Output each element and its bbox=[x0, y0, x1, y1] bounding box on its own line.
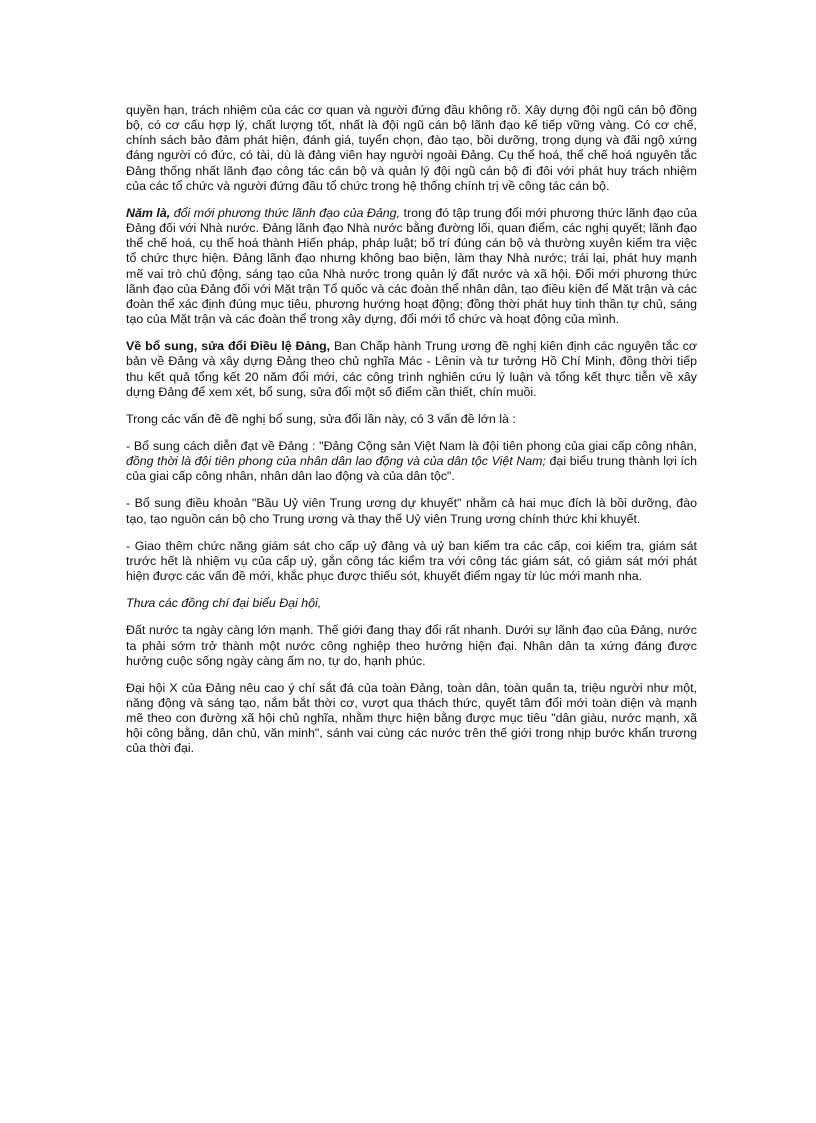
paragraph-three-issues-intro bbox=[126, 412, 697, 427]
paragraph-fifth-point bbox=[126, 206, 697, 327]
paragraph-text: Thưa các đồng chí đại biểu Đại hội, bbox=[126, 596, 322, 611]
fifth-point-heading: Năm là, bbox=[126, 205, 171, 220]
issue-one-end: đại biểu trung thành lợi ích của giai cấp công nhân, nhân dân lao động và của dân tộc". bbox=[126, 454, 697, 484]
paragraph-text: Đại hội X của Đảng nêu cao ý chí sắt đá của toàn Đảng, toàn dân, toàn quân ta, triệu người như một, năng động và sáng tạo, nắm bắt thời cơ, vượt qua thách thức, quyết tâm đổi mới toàn diện và mạnh mẽ theo con đường xã hội chủ nghĩa, nhằm thực hiện bằng được mục tiêu "dân giàu, nước mạnh, xã hội công bằng, dân chủ, văn minh", sánh vai cùng các nước trên thế giới trong nhịp bước khẩn trương của thời đại. bbox=[126, 680, 697, 756]
paragraph-charter-amendment bbox=[126, 339, 697, 400]
fifth-point-body: trong đó tập trung đổi mới phương thức lãnh đạo của Đảng đối với Nhà nước. Đảng lãnh đạo Nhà nước bằng đường lối, quan điểm, các nghị quyết; lãnh đạo thể chế hoá, cụ thể hoá thành Hiến pháp, pháp luật; bố trí đúng cán bộ và thường xuyên kiểm tra việc tổ chức thực hiện. Đảng lãnh đạo nhưng không bao biện, làm thay Nhà nước; trái lại, phát huy mạnh mẽ vai trò chủ động, sáng tạo của Nhà nước trong quản lý đất nước và xã hội. Đổi mới phương thức lãnh đạo của Đảng đối với Mặt trận Tổ quốc và các đoàn thể nhân dân, tạo điều kiện để Mặt trận và các đoàn thể xác định đúng mục tiêu, phương hướng hoạt động; đồng thời phát huy tinh thần tự chủ, sáng tạo của Mặt trận và các đoàn thể trong xây dựng, đổi mới tổ chức và hoạt động của mình. bbox=[126, 205, 698, 327]
paragraph-cadre-building bbox=[126, 103, 697, 194]
issue-one-italic: đồng thời là đội tiên phong của nhân dân lao động và của dân tộc Việt Nam; bbox=[126, 454, 546, 469]
fifth-point-italic-phrase: đổi mới phương thức lãnh đạo của Đảng, bbox=[170, 205, 400, 220]
paragraph-text: Đất nước ta ngày càng lớn mạnh. Thế giới đang thay đổi rất nhanh. Dưới sự lãnh đạo của Đảng, nước ta phải sớm trở thành một nước công nghiệp theo hướng hiện đại. Nhân dân ta xứng đáng được hưởng cuộc sống ngày càng ấm no, tự do, hạnh phúc. bbox=[126, 623, 697, 668]
document-page bbox=[126, 103, 697, 769]
charter-amendment-body: Ban Chấp hành Trung ương đề nghị kiên định các nguyên tắc cơ bản về Đảng và xây dựng Đảng theo chủ nghĩa Mác - Lênin và tư tưởng Hồ Chí Minh, đồng thời tiếp thu kết quả tổng kết 20 năm đổi mới, các công trình nghiên cứu lý luận và tổng kết thực tiễn về xây dựng Đảng để xem xét, bổ sung, sửa đổi một số điểm cần thiết, chín muồi. bbox=[126, 339, 697, 399]
paragraph-congress-resolve bbox=[126, 681, 697, 757]
paragraph-text: - Giao thêm chức năng giám sát cho cấp uỷ đảng và uỷ ban kiểm tra các cấp, coi kiểm tra, giám sát trước hết là nhiệm vụ của cấp uỷ, gắn công tác kiểm tra với công tác giám sát, có giám sát mới phát hiện được các vấn đề mới, khắc phục được thiếu sót, khuyết điểm ngay từ lúc mới manh nha. bbox=[126, 538, 697, 584]
paragraph-address-delegates bbox=[126, 596, 697, 611]
paragraph-country-growth bbox=[126, 623, 697, 668]
paragraph-text: - Bổ sung điều khoản "Bầu Uỷ viên Trung ương dự khuyết" nhằm cả hai mục đích là bồi dưỡng, đào tạo, tạo nguồn cán bộ cho Trung ương và thay thế Uỷ viên Trung ương chính thức khi khuyết. bbox=[126, 496, 697, 526]
paragraph-issue-two bbox=[126, 496, 697, 526]
paragraph-text: Trong các vấn đề đề nghị bổ sung, sửa đổi lần này, có 3 vấn đề lớn là : bbox=[126, 411, 516, 426]
paragraph-issue-one bbox=[126, 439, 697, 484]
paragraph-text: quyền hạn, trách nhiệm của các cơ quan và người đứng đầu không rõ. Xây dựng đội ngũ cán bộ đồng bộ, có cơ cấu hợp lý, chất lượng tốt, nhất là đội ngũ cán bộ lãnh đạo kế tiếp vững vàng. Có cơ chế, chính sách bảo đảm phát hiện, đánh giá, tuyển chọn, đào tạo, bồi dưỡng, trọng dụng và đãi ngộ xứng đáng người có đức, có tài, dù là đảng viên hay người ngoài Đảng. Cụ thể hoá, thể chế hoá nguyên tắc Đảng thống nhất lãnh đạo công tác cán bộ và quản lý đội ngũ cán bộ đi đôi với phát huy trách nhiệm của các tổ chức và người đứng đầu tổ chức trong hệ thống chính trị về công tác cán bộ. bbox=[126, 103, 697, 193]
issue-one-start: - Bổ sung cách diễn đạt về Đảng : "Đảng Cộng sản Việt Nam là đội tiên phong của giai cấp công nhân, bbox=[126, 438, 697, 453]
paragraph-issue-three bbox=[126, 539, 697, 584]
charter-amendment-heading: Về bổ sung, sửa đổi Điều lệ Đảng, bbox=[126, 339, 331, 354]
